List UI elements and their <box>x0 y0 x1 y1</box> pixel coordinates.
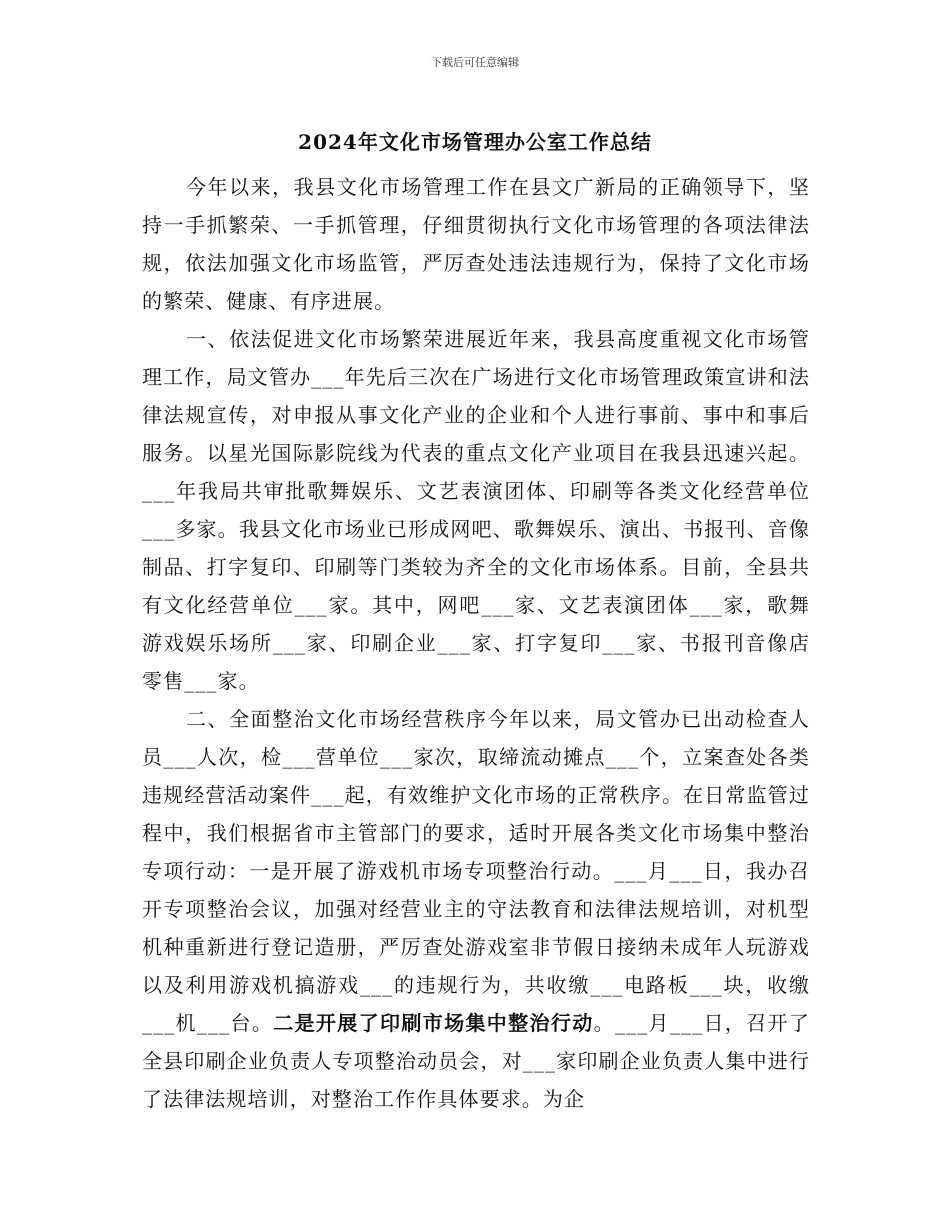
document-body <box>142 168 810 1118</box>
paragraph-section-2-text-a: 二、全面整治文化市场经营秩序今年以来，局文管办已出动检查人员___人次，检___营单位___家次，取缔流动摊点___个，立案查处各类违规经营活动案件___起，有效维护文化市场的正常秩序。在日常监管过程中，我们根据省市主管部门的要求，适时开展各类文化市场集中整治专项行动：一是开展了游戏机市场专项整治行动。___月___日，我办召开专项整治会议，加强对经营业主的守法教育和法律法规培训，对机型机种重新进行登记造册，严厉查处游戏室非节假日接纳未成年人玩游戏以及利用游戏机搞游戏___的违规行为，共收缴___电路板___块，收缴___机___台。 <box>142 707 810 1035</box>
paragraph-section-2-bold-text: 二是开展了印刷市场集中整治行动 <box>273 1011 594 1035</box>
document-title: 2024年文化市场管理办公室工作总结 <box>298 130 652 154</box>
paragraph-section-1: 一、依法促进文化市场繁荣进展近年来，我县高度重视文化市场管理工作，局文管办___年先后三次在广场进行文化市场管理政策宣讲和法律法规宣传，对申报从事文化产业的企业和个人进行事前、事中和事后服务。以星光国际影院线为代表的重点文化产业项目在我县迅速兴起。___年我局共审批歌舞娱乐、文艺表演团体、印刷等各类文化经营单位___多家。我县文化市场业已形成网吧、歌舞娱乐、演出、书报刊、音像制品、打字复印、印刷等门类较为齐全的文化市场体系。目前，全县共有文化经营单位___家。其中，网吧___家、文艺表演团体___家，歌舞游戏娱乐场所___家、印刷企业___家、打字复印___家、书报刊音像店零售___家。 <box>142 327 810 693</box>
paragraph-section-2-text-b: 。___月___日，召开了全县印刷企业负责人专项整治动员会，对___家印刷企业负责人集中进行了法律法规培训，对整治工作作具体要求。为企 <box>142 1011 810 1111</box>
paragraph-section-2 <box>142 700 810 1118</box>
paragraph-intro: 今年以来，我县文化市场管理工作在县文广新局的正确领导下，坚持一手抓繁荣、一手抓管理，仔细贯彻执行文化市场管理的各项法律法规，依法加强文化市场监管，严厉查处违法违规行为，保持了文化市场的繁荣、健康、有序进展。 <box>142 175 810 313</box>
header-note: 下载后可任意编辑 <box>431 56 519 69</box>
